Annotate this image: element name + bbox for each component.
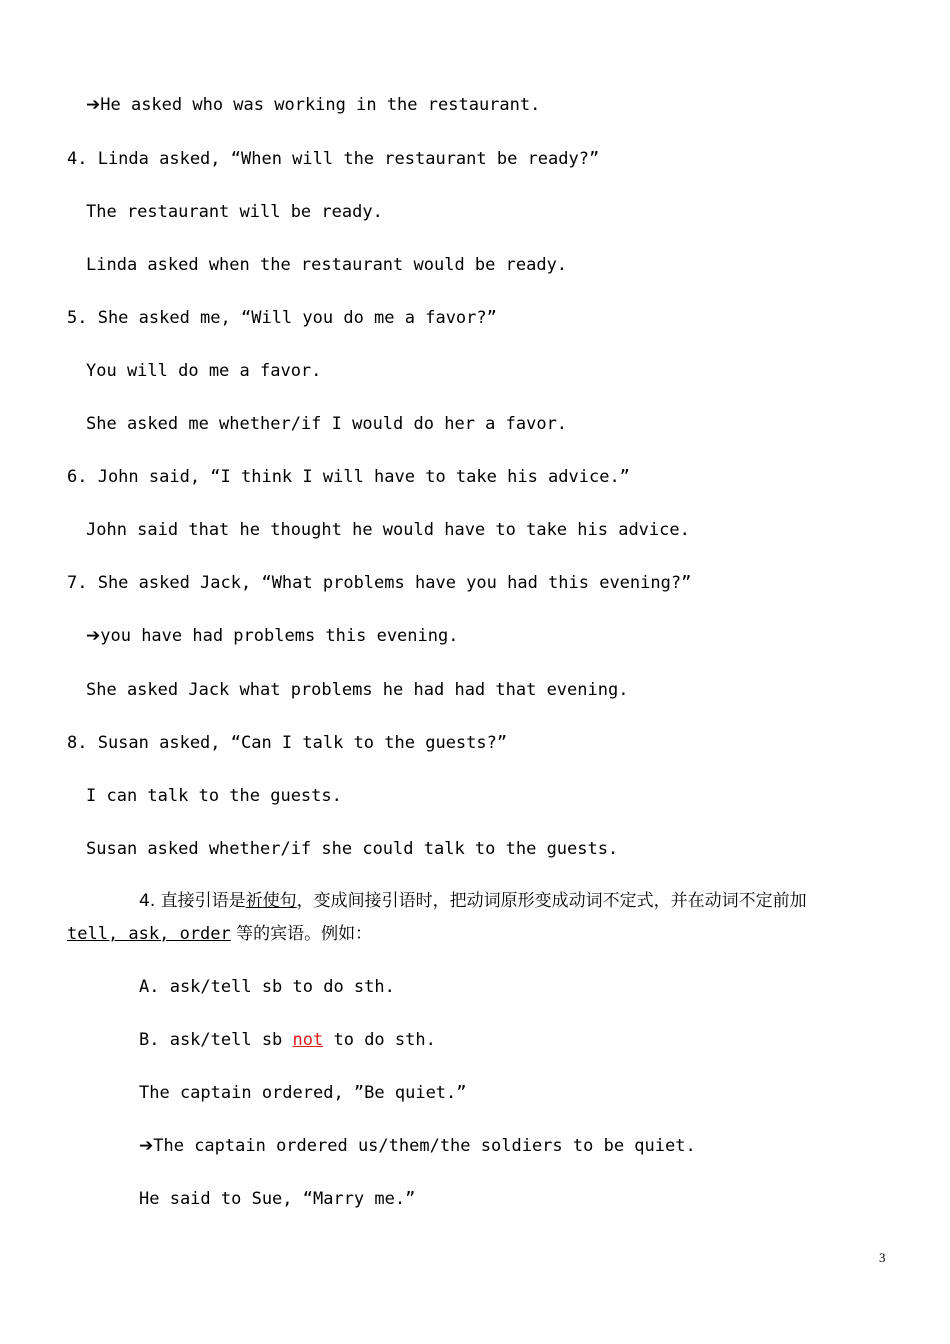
- answer-line-3: ➔He asked who was working in the restaurant.: [86, 95, 541, 115]
- statement-5: You will do me a favor.: [86, 361, 322, 381]
- right-arrow-icon: ➔: [86, 95, 101, 115]
- statement-8: I can talk to the guests.: [86, 786, 342, 806]
- question-6: 6. John said, “I think I will have to take his advice.”: [67, 467, 630, 487]
- rule-4-heading: 4. 直接引语是祈使句，变成间接引语时，把动词原形变成动词不定式，并在动词不定前加: [139, 891, 807, 911]
- pattern-a: A. ask/tell sb to do sth.: [139, 977, 395, 997]
- rule-4-continuation: tell, ask, order 等的宾语。例如：: [67, 924, 373, 944]
- statement-7: ➔you have had problems this evening.: [86, 626, 459, 646]
- example-1-answer: ➔The captain ordered us/them/the soldiers to be quiet.: [139, 1136, 696, 1156]
- example-2: He said to Sue, “Marry me.”: [139, 1189, 416, 1209]
- page-number: 3: [879, 1250, 886, 1265]
- answer-4: Linda asked when the restaurant would be ready.: [86, 255, 568, 275]
- verb-list: tell, ask, order: [67, 924, 231, 944]
- not-emphasis: not: [292, 1030, 324, 1050]
- right-arrow-icon: ➔: [139, 1136, 154, 1156]
- answer-7: She asked Jack what problems he had had that evening.: [86, 680, 629, 700]
- question-7: 7. She asked Jack, “What problems have you had this evening?”: [67, 573, 692, 593]
- statement-4: The restaurant will be ready.: [86, 202, 383, 222]
- answer-8: Susan asked whether/if she could talk to the guests.: [86, 839, 619, 859]
- question-8: 8. Susan asked, “Can I talk to the guests?”: [67, 733, 508, 753]
- imperative-term: 祈使句: [245, 891, 297, 911]
- right-arrow-icon: ➔: [86, 626, 101, 646]
- pattern-b: B. ask/tell sb not to do sth.: [139, 1030, 436, 1050]
- answer-6: John said that he thought he would have to take his advice.: [86, 520, 690, 540]
- example-1: The captain ordered, ”Be quiet.”: [139, 1083, 467, 1103]
- answer-5: She asked me whether/if I would do her a favor.: [86, 414, 568, 434]
- question-5: 5. She asked me, “Will you do me a favor?”: [67, 308, 497, 328]
- question-4: 4. Linda asked, “When will the restaurant be ready?”: [67, 149, 600, 169]
